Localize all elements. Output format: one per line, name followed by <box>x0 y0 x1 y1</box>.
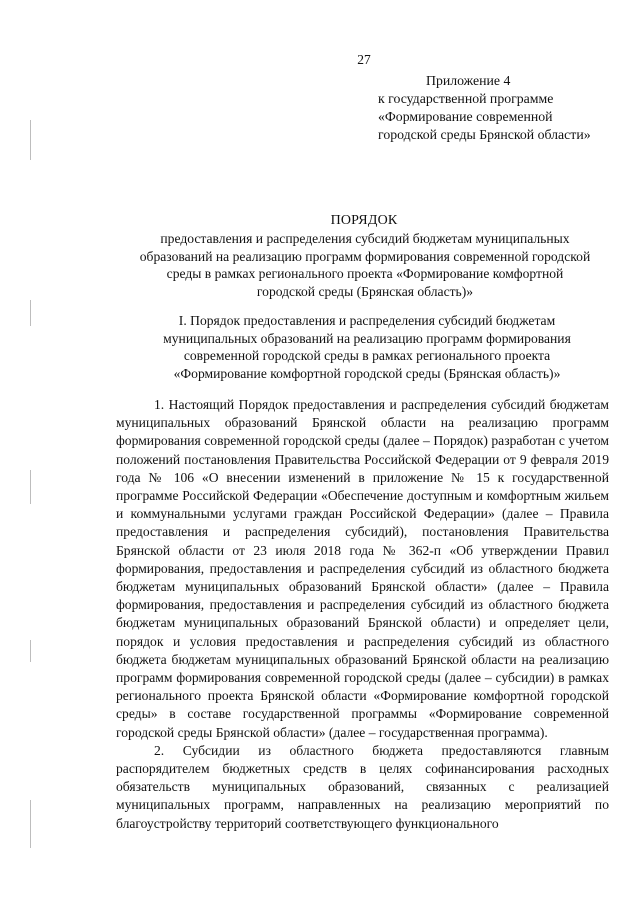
appendix-line: «Формирование современной <box>378 109 553 124</box>
paragraph-1: 1. Настоящий Порядок предоставления и распределения субсидий бюджетам муниципальных образований Брянской области на реализацию программ формирования современной городской среды (далее – Порядок) разработан с учетом положений постановления Правительства Российской Федерации от 9 февраля 2019 года № 106 «О внесении изменений в приложение № 15 к государственной программе Российской Федерации «Обеспечение доступным и комфортным жильем и коммунальными услугами граждан Российской Федерации» (далее – Правила предоставления и распределения субсидий), постановления Правительства Брянской области от 23 июля 2018 года № 362-п «Об утверждении Правил формирования, предоставления и распределения субсидий из областного бюджета бюджетам муниципальных образований Брянской области» (далее – Правила формирования, предоставления и распределения субсидий из областного бюджета бюджетам муниципальных образований Брянской области) и определяет цели, порядок и условия предоставления и распределения субсидий из областного бюджета бюджетам муниципальных образований Брянской области на реализацию программ формирования современной городской среды (далее – субсидии) в рамках регионального проекта Брянской области «Формирование комфортной городской среды» в составе государственной программы «Формирование современной городской среды Брянской области» (далее – государственная программа). <box>116 397 609 740</box>
paragraph-2: 2. Субсидии из областного бюджета предоставляются главным распорядителем бюджетных средств в целях софинансирования расходных обязательств муниципальных образований, связанных с реализацией муниципальных программ, направленных на реализацию мероприятий по благоустройству территорий соответствующего функционального <box>116 742 609 831</box>
subtitle-line: предоставления и распределения субсидий бюджетам муниципальных <box>160 231 570 246</box>
subtitle-line: образований на реализацию программ формирования современной городской <box>139 248 591 264</box>
subtitle-line: среды в рамках регионального проекта «Формирование комфортной <box>166 266 564 282</box>
appendix-line: Приложение 4 <box>426 73 511 88</box>
document-subtitle <box>116 230 614 300</box>
scan-margin-marks <box>28 0 34 905</box>
document-title: ПОРЯДОК <box>330 213 398 228</box>
page-number: 27 <box>357 52 371 67</box>
section-heading-line: I. Порядок предоставления и распределения субсидий бюджетам <box>178 313 556 328</box>
section-heading <box>130 312 604 382</box>
appendix-block <box>378 72 628 144</box>
section-heading-line: современной городской среды в рамках регионального проекта <box>183 348 551 364</box>
appendix-line: к государственной программе <box>378 91 554 106</box>
appendix-line: городской среды Брянской области» <box>378 127 591 142</box>
section-heading-line: «Формирование комфортной городской среды (Брянская область)» <box>173 365 561 381</box>
subtitle-line: городской среды (Брянская область)» <box>256 283 474 299</box>
body-text <box>116 396 609 833</box>
section-heading-line: муниципальных образований на реализацию программ формирования <box>163 330 571 346</box>
